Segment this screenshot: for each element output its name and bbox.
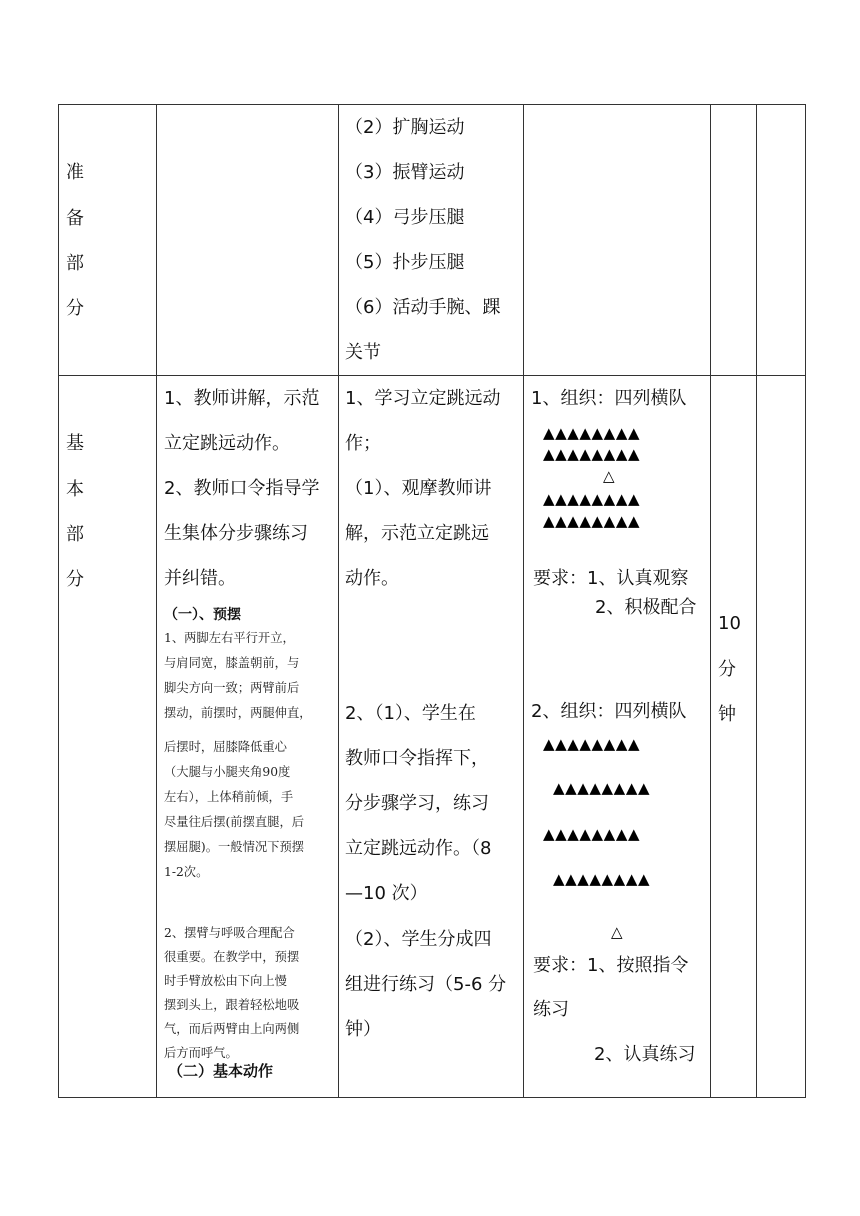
student-activity-line: 动作。: [345, 568, 399, 589]
basic-section-char: 分: [66, 569, 84, 590]
prep-section-char: 分: [66, 298, 84, 319]
prep-section-char: 备: [66, 208, 84, 229]
student-formation-row: ▲▲▲▲▲▲▲▲: [543, 512, 641, 530]
table-border-top: [58, 104, 805, 105]
duration-unit-char: 分: [718, 659, 736, 680]
prep-section-char: 部: [66, 253, 84, 274]
student-activity-line: （2）、学生分成四: [345, 929, 492, 950]
prep-content-line: 关节: [345, 342, 381, 363]
breathing-text-line: 后方而呼气。: [164, 1046, 238, 1060]
student-formation-row: ▲▲▲▲▲▲▲▲: [543, 735, 641, 753]
student-activity-line: 作；: [345, 433, 381, 454]
requirement-item: 2、积极配合: [595, 597, 697, 618]
student-formation-row: ▲▲▲▲▲▲▲▲: [543, 490, 641, 508]
breathing-text-line: 很重要。在教学中，预摆: [164, 950, 300, 964]
teacher-activity-line: 生集体分步骤练习: [164, 523, 308, 544]
column-divider: [523, 104, 524, 1098]
prep-content-line: （6）活动手腕、踝: [345, 297, 501, 318]
student-formation-row: ▲▲▲▲▲▲▲▲: [543, 825, 641, 843]
student-activity-line: 解，示范立定跳远: [345, 523, 489, 544]
teacher-activity-line: 1、教师讲解，示范: [164, 388, 320, 409]
breathing-text-line: 摆到头上，跟着轻松地吸: [164, 998, 300, 1012]
preswing-text-line: 1-2次。: [164, 865, 209, 879]
teacher-activity-line: 并纠错。: [164, 568, 236, 589]
table-border-right: [805, 104, 806, 1098]
preswing-text-line: 后摆时，屈膝降低重心: [164, 740, 287, 754]
requirement-continuation: 练习: [533, 999, 569, 1020]
duration-unit-char: 钟: [718, 704, 736, 725]
teacher-activity-line: 2、教师口令指导学: [164, 478, 320, 499]
preswing-text-line: 尽量往后摆(前摆直腿，后: [164, 815, 305, 829]
student-activity-line: 分步骤学习，练习: [345, 793, 489, 814]
requirement-item: 2、认真练习: [594, 1044, 696, 1065]
student-activity-line: 组进行练习（5-6 分: [345, 974, 507, 995]
preswing-text-line: （大腿与小腿夹角90度: [164, 765, 291, 779]
basic-section-char: 本: [66, 479, 84, 500]
preswing-text-line: 摆屈腿)。一般情况下预摆: [164, 840, 305, 854]
requirement-label: 要求：1、按照指令: [533, 955, 689, 976]
prep-content-line: （3）振臂运动: [345, 162, 465, 183]
sub-heading-preswing: （一）、预摆: [164, 607, 241, 623]
organization-title: 1、组织：四列横队: [531, 388, 687, 409]
organization-title: 2、组织：四列横队: [531, 701, 687, 722]
prep-content-line: （4）弓步压腿: [345, 207, 465, 228]
student-activity-line: 钟）: [345, 1019, 381, 1040]
preswing-text-line: 与肩同宽，膝盖朝前，与: [164, 656, 300, 670]
column-divider: [710, 104, 711, 1098]
preswing-text-line: 左右），上体稍前倾，手: [164, 790, 294, 804]
student-activity-line: 1、学习立定跳远动: [345, 388, 501, 409]
basic-section-char: 基: [66, 433, 84, 454]
prep-section-char: 准: [66, 162, 84, 183]
student-formation-row: ▲▲▲▲▲▲▲▲: [543, 445, 641, 463]
student-formation-row: ▲▲▲▲▲▲▲▲: [553, 779, 651, 797]
table-border-bottom: [58, 1097, 805, 1098]
breathing-text-line: 气，而后两臂由上向两侧: [164, 1022, 300, 1036]
student-formation-row: ▲▲▲▲▲▲▲▲: [553, 870, 651, 888]
column-divider: [156, 104, 157, 1098]
student-activity-line: 立定跳远动作。（8: [345, 838, 492, 859]
student-activity-line: （1）、观摩教师讲: [345, 478, 492, 499]
breathing-text-line: 时手臂放松由下向上慢: [164, 974, 287, 988]
preswing-text-line: 摆动，前摆时，两腿伸直，: [164, 706, 312, 720]
student-formation-row: ▲▲▲▲▲▲▲▲: [543, 424, 641, 442]
prep-content-line: （5）扑步压腿: [345, 252, 465, 273]
student-activity-line: 教师口令指挥下，: [345, 748, 489, 769]
duration-value: 10: [718, 613, 741, 634]
sub-heading-basic-action: （二）基本动作: [168, 1062, 274, 1080]
student-activity-line: —10 次）: [345, 883, 428, 904]
requirement-label: 要求：1、认真观察: [533, 568, 689, 589]
teacher-position-mark: △: [603, 467, 615, 485]
row-divider: [58, 375, 805, 376]
preswing-text-line: 脚尖方向一致；两臂前后: [164, 681, 300, 695]
column-divider: [338, 104, 339, 1098]
student-activity-line: 2、（1）、学生在: [345, 703, 476, 724]
column-divider: [756, 104, 757, 1098]
basic-section-char: 部: [66, 524, 84, 545]
prep-content-line: （2）扩胸运动: [345, 117, 465, 138]
breathing-text-line: 2、摆臂与呼吸合理配合: [164, 926, 295, 940]
teacher-position-mark: △: [611, 923, 623, 941]
preswing-text-line: 1、两脚左右平行开立，: [164, 631, 295, 645]
table-border-left: [58, 104, 59, 1098]
teacher-activity-line: 立定跳远动作。: [164, 433, 290, 454]
